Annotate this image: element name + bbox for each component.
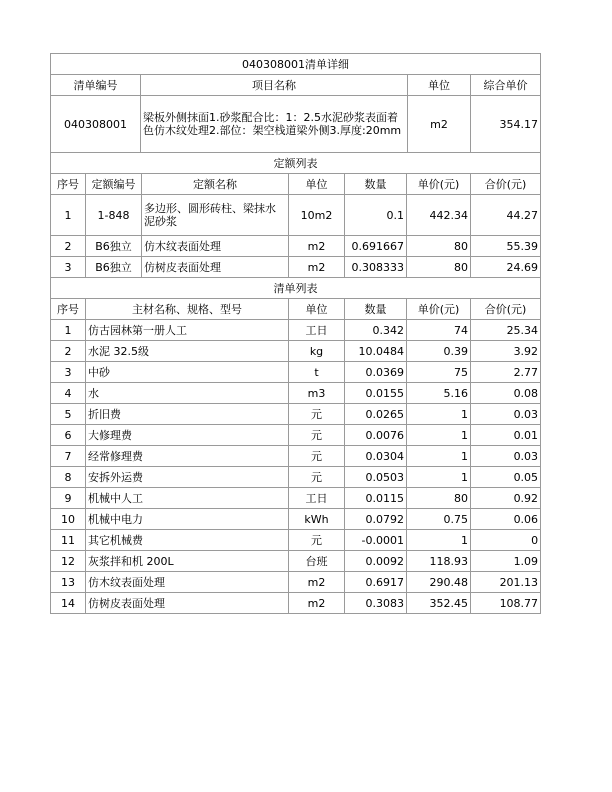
mat-unit: 元 <box>289 404 345 425</box>
mat-unit: t <box>289 362 345 383</box>
item-price: 354.17 <box>471 96 541 153</box>
quota-table <box>50 153 541 278</box>
code-header: 清单编号 <box>51 75 141 96</box>
mat-qty: 0.0369 <box>345 362 407 383</box>
mat-unit: 元 <box>289 425 345 446</box>
table-row <box>51 362 541 383</box>
mat-unit: 元 <box>289 467 345 488</box>
mat-price: 75 <box>407 362 471 383</box>
mat-unit: m2 <box>289 593 345 614</box>
table-row <box>51 195 541 236</box>
mat-price: 5.16 <box>407 383 471 404</box>
mat-col-total: 合价(元) <box>471 299 541 320</box>
quota-no: 2 <box>51 236 86 257</box>
quota-unit: 10m2 <box>289 195 345 236</box>
mat-total: 0.08 <box>471 383 541 404</box>
quota-no: 3 <box>51 257 86 278</box>
mat-qty: 10.0484 <box>345 341 407 362</box>
mat-name: 安拆外运费 <box>86 467 289 488</box>
mat-name: 灰浆拌和机 200L <box>86 551 289 572</box>
mat-price: 0.75 <box>407 509 471 530</box>
mat-price: 1 <box>407 467 471 488</box>
mat-total: 0.06 <box>471 509 541 530</box>
mat-unit: 元 <box>289 530 345 551</box>
table-row <box>51 383 541 404</box>
quota-price: 80 <box>407 236 471 257</box>
quota-col-code: 定额编号 <box>86 174 142 195</box>
mat-no: 9 <box>51 488 86 509</box>
mat-total: 0.05 <box>471 467 541 488</box>
quota-code: B6独立 <box>86 257 142 278</box>
mat-qty: 0.0503 <box>345 467 407 488</box>
table-row <box>51 320 541 341</box>
quota-total: 44.27 <box>471 195 541 236</box>
mat-price: 1 <box>407 404 471 425</box>
table-row <box>51 530 541 551</box>
quota-price: 442.34 <box>407 195 471 236</box>
mat-name: 经常修理费 <box>86 446 289 467</box>
item-unit: m2 <box>408 96 471 153</box>
name-header: 项目名称 <box>141 75 408 96</box>
mat-no: 6 <box>51 425 86 446</box>
materials-section-title: 清单列表 <box>51 278 541 299</box>
quota-name: 多边形、圆形砖柱、梁抹水泥砂浆 <box>142 195 289 236</box>
mat-name: 仿树皮表面处理 <box>86 593 289 614</box>
mat-qty: 0.0304 <box>345 446 407 467</box>
mat-no: 3 <box>51 362 86 383</box>
quota-name: 仿木纹表面处理 <box>142 236 289 257</box>
mat-no: 13 <box>51 572 86 593</box>
quota-no: 1 <box>51 195 86 236</box>
mat-unit: m3 <box>289 383 345 404</box>
mat-total: 0.03 <box>471 404 541 425</box>
mat-name: 仿木纹表面处理 <box>86 572 289 593</box>
quota-col-unit: 单位 <box>289 174 345 195</box>
mat-no: 2 <box>51 341 86 362</box>
mat-no: 12 <box>51 551 86 572</box>
mat-total: 2.77 <box>471 362 541 383</box>
table-row <box>51 467 541 488</box>
mat-name: 折旧费 <box>86 404 289 425</box>
quota-unit: m2 <box>289 257 345 278</box>
quota-unit: m2 <box>289 236 345 257</box>
mat-qty: 0.0155 <box>345 383 407 404</box>
mat-qty: 0.3083 <box>345 593 407 614</box>
mat-price: 1 <box>407 425 471 446</box>
mat-total: 0.03 <box>471 446 541 467</box>
mat-total: 3.92 <box>471 341 541 362</box>
mat-price: 1 <box>407 446 471 467</box>
table-row <box>51 341 541 362</box>
table-row <box>51 446 541 467</box>
materials-rows <box>51 320 541 614</box>
mat-name: 仿古园林第一册人工 <box>86 320 289 341</box>
mat-qty: 0.342 <box>345 320 407 341</box>
mat-qty: 0.0076 <box>345 425 407 446</box>
table-row <box>51 236 541 257</box>
mat-name: 机械中电力 <box>86 509 289 530</box>
quota-total: 55.39 <box>471 236 541 257</box>
page-title: 040308001清单详细 <box>51 54 541 75</box>
mat-name: 水 <box>86 383 289 404</box>
unit-header: 单位 <box>408 75 471 96</box>
mat-price: 290.48 <box>407 572 471 593</box>
mat-no: 4 <box>51 383 86 404</box>
mat-total: 108.77 <box>471 593 541 614</box>
quota-qty: 0.1 <box>345 195 407 236</box>
materials-table <box>50 278 541 614</box>
bill-detail-sheet <box>50 53 540 614</box>
table-row <box>51 572 541 593</box>
table-row <box>51 425 541 446</box>
table-row <box>51 257 541 278</box>
mat-name: 水泥 32.5级 <box>86 341 289 362</box>
mat-no: 11 <box>51 530 86 551</box>
mat-total: 0.92 <box>471 488 541 509</box>
mat-name: 中砂 <box>86 362 289 383</box>
mat-total: 1.09 <box>471 551 541 572</box>
mat-qty: -0.0001 <box>345 530 407 551</box>
mat-name: 机械中人工 <box>86 488 289 509</box>
quota-name: 仿树皮表面处理 <box>142 257 289 278</box>
mat-unit: 工日 <box>289 320 345 341</box>
mat-col-no: 序号 <box>51 299 86 320</box>
quota-col-total: 合价(元) <box>471 174 541 195</box>
mat-total: 0 <box>471 530 541 551</box>
table-row <box>51 509 541 530</box>
quota-section-title: 定额列表 <box>51 153 541 174</box>
table-row <box>51 593 541 614</box>
price-header: 综合单价 <box>471 75 541 96</box>
mat-unit: kg <box>289 341 345 362</box>
quota-col-qty: 数量 <box>345 174 407 195</box>
mat-qty: 0.0265 <box>345 404 407 425</box>
mat-qty: 0.0792 <box>345 509 407 530</box>
mat-total: 201.13 <box>471 572 541 593</box>
bill-header-table <box>50 53 541 153</box>
mat-no: 1 <box>51 320 86 341</box>
mat-unit: 元 <box>289 446 345 467</box>
mat-col-unit: 单位 <box>289 299 345 320</box>
table-row <box>51 404 541 425</box>
quota-col-no: 序号 <box>51 174 86 195</box>
mat-name: 大修理费 <box>86 425 289 446</box>
mat-no: 7 <box>51 446 86 467</box>
item-name: 梁板外侧抹面1.砂浆配合比：1：2.5水泥砂浆表面着色仿木纹处理2.部位：架空栈道梁外侧3.厚度:20mm <box>141 96 408 153</box>
mat-col-qty: 数量 <box>345 299 407 320</box>
mat-unit: 台班 <box>289 551 345 572</box>
mat-unit: kWh <box>289 509 345 530</box>
mat-col-price: 单价(元) <box>407 299 471 320</box>
mat-total: 25.34 <box>471 320 541 341</box>
quota-total: 24.69 <box>471 257 541 278</box>
mat-name: 其它机械费 <box>86 530 289 551</box>
mat-no: 14 <box>51 593 86 614</box>
mat-price: 118.93 <box>407 551 471 572</box>
mat-price: 0.39 <box>407 341 471 362</box>
quota-price: 80 <box>407 257 471 278</box>
mat-no: 8 <box>51 467 86 488</box>
mat-price: 352.45 <box>407 593 471 614</box>
quota-code: B6独立 <box>86 236 142 257</box>
item-code: 040308001 <box>51 96 141 153</box>
mat-qty: 0.0115 <box>345 488 407 509</box>
table-row <box>51 551 541 572</box>
quota-col-price: 单价(元) <box>407 174 471 195</box>
mat-unit: m2 <box>289 572 345 593</box>
quota-qty: 0.308333 <box>345 257 407 278</box>
mat-qty: 0.0092 <box>345 551 407 572</box>
mat-qty: 0.6917 <box>345 572 407 593</box>
table-row <box>51 488 541 509</box>
mat-no: 5 <box>51 404 86 425</box>
mat-price: 74 <box>407 320 471 341</box>
mat-total: 0.01 <box>471 425 541 446</box>
quota-code: 1-848 <box>86 195 142 236</box>
quota-col-name: 定额名称 <box>142 174 289 195</box>
mat-unit: 工日 <box>289 488 345 509</box>
mat-price: 1 <box>407 530 471 551</box>
quota-qty: 0.691667 <box>345 236 407 257</box>
mat-col-name: 主材名称、规格、型号 <box>86 299 289 320</box>
mat-no: 10 <box>51 509 86 530</box>
mat-price: 80 <box>407 488 471 509</box>
